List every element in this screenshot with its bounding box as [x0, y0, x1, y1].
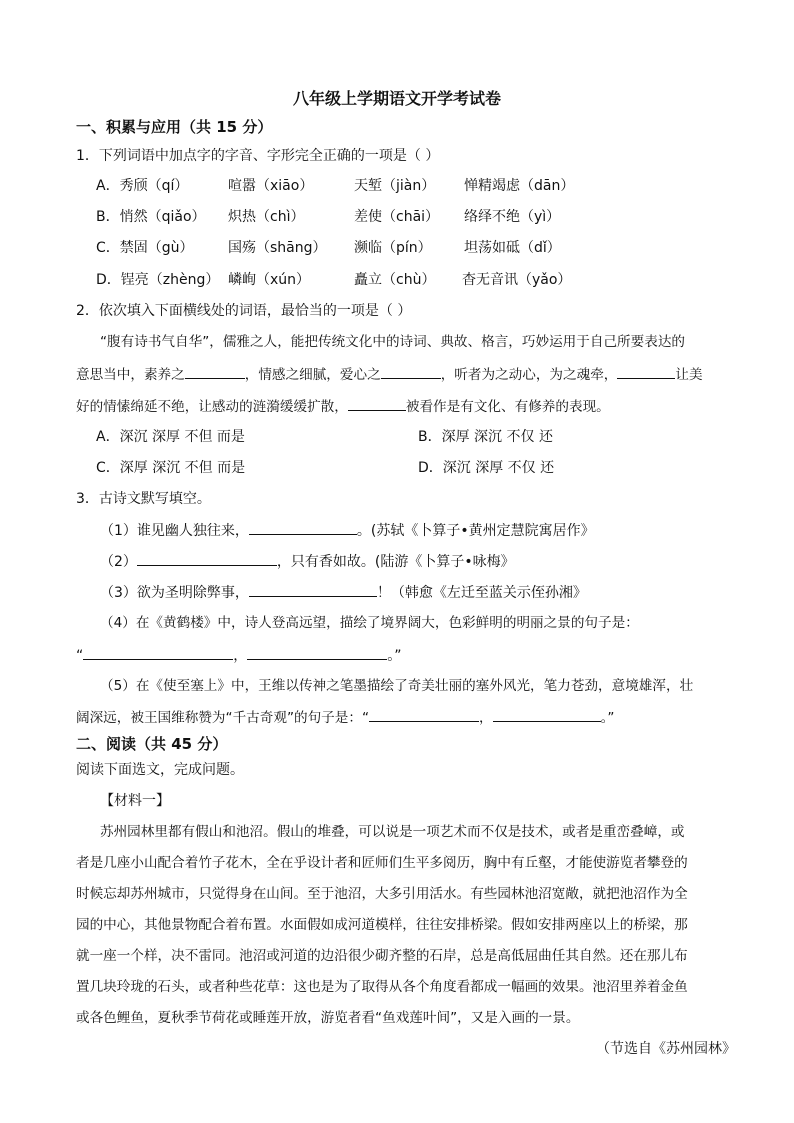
q1-option-b-word2: 炽热（chì） [228, 209, 305, 225]
q3-text: ， [233, 648, 248, 664]
q2-option-d: D．深沉 深厚 不仅 还 [418, 460, 555, 476]
q1-option-d-word1: D．锃亮（zhèng） [96, 272, 220, 288]
q1-option-b-word4: 络绎不绝（yì） [464, 209, 561, 225]
q1-option-a-word4: 惮精竭虑（dān） [464, 178, 575, 194]
q1-option-a-word3: 天堑（jiàn） [354, 178, 436, 194]
q3-item-5-answer [76, 707, 614, 728]
blank-line[interactable] [249, 582, 377, 597]
passage-line: 或各色鲤鱼，夏秋季节荷花或睡莲开放，游览者看“鱼戏莲叶间”，又是入画的一景。 [76, 1010, 580, 1026]
q3-text: 。(苏轼《卜算子•黄州定慧院寓居作》 [356, 523, 595, 539]
q2-passage-line-1: “腹有诗书气自华”，儒雅之人，能把传统文化中的诗词、典故、格言，巧妙运用于自己所要表达的 [100, 334, 686, 350]
q2-option-c: C．深厚 深沉 不但 而是 [96, 460, 246, 476]
q2-passage-text: ，听者为之动心，为之魂牵， [440, 367, 618, 383]
q3-text: ， [479, 710, 493, 726]
material-heading: 【材料一】 [100, 793, 170, 809]
q2-passage-text: 好的情愫绵延不绝，让感动的涟漪缓缓扩散， [76, 399, 348, 415]
passage-line: 置几块玲珑的石头，或者种些花草：这也是为了取得从各个角度看都成一幅画的效果。池沼里养着金鱼 [76, 979, 688, 995]
blank-line[interactable] [249, 520, 357, 535]
q1-option-d-word4: 杳无音讯（yǎo） [462, 272, 572, 288]
q3-text: 阔深远，被王国维称赞为“千古奇观”的句子是：“ [76, 710, 370, 726]
q1-option-b-word3: 差使（chāi） [354, 209, 440, 225]
q3-text: 。” [387, 648, 402, 664]
q1-option-a-word2: 喧嚣（xiāo） [228, 178, 314, 194]
q1-option-c-word4: 坦荡如砥（dǐ） [464, 240, 561, 256]
passage-line: 时候忘却苏州城市，只觉得身在山间。至于池沼，大多引用活水。有些园林池沼宽敞，就把池沼作为全 [76, 886, 688, 902]
q3-text: 。” [600, 710, 615, 726]
blank-line[interactable] [617, 364, 675, 379]
q3-text: （1）谁见幽人独往来， [100, 523, 249, 539]
q2-option-b: B．深厚 深沉 不仅 还 [418, 429, 553, 445]
q3-item-4: （4）在《黄鹤楼》中，诗人登高远望，描绘了境界阔大，色彩鲜明的明丽之景的句子是： [100, 615, 639, 631]
passage-source: （节选自《苏州园林》 [596, 1041, 736, 1057]
blank-line[interactable] [369, 707, 479, 722]
blank-line[interactable] [83, 645, 233, 660]
q1-option-d-word3: 矗立（chù） [354, 272, 436, 288]
q3-text: ，只有香如故。(陆游《卜算子•咏梅》 [276, 554, 515, 570]
q3-text: （2） [100, 554, 137, 570]
passage-line: 园的中心，其他景物配合着布置。水面假如成河道模样，往往安排桥梁。假如安排两座以上的桥梁，那 [76, 917, 688, 933]
q1-option-c-word3: 濒临（pín） [354, 240, 432, 256]
blank-line[interactable] [247, 645, 387, 660]
blank-line[interactable] [348, 396, 406, 411]
q1-option-c-word1: C．禁固（gù） [96, 240, 194, 256]
reading-instruction: 阅读下面选文，完成问题。 [76, 762, 244, 778]
blank-line[interactable] [381, 364, 441, 379]
q2-passage-text: 意思当中，素养之 [76, 367, 185, 383]
passage-line: 者是几座小山配合着竹子花木，全在乎设计者和匠师们生平多阅历，胸中有丘壑，才能使游览者攀登的 [76, 855, 688, 871]
blank-line[interactable] [137, 551, 277, 566]
q3-item-3 [100, 582, 587, 603]
q2-passage-text: ，情感之细腻，爱心之 [244, 367, 381, 383]
q3-item-4-answer [76, 645, 402, 666]
q1-option-a-word1: A．秀颀（qí） [96, 178, 189, 194]
passage-line: 就一座一个样，决不雷同。池沼或河道的边沿很少砌齐整的石岸，总是高低屈曲任其自然。还在那儿布 [76, 948, 688, 964]
q2-option-a: A．深沉 深厚 不但 而是 [96, 429, 245, 445]
q3-item-2 [100, 551, 515, 572]
q3-item-5: （5）在《使至塞上》中，王维以传神之笔墨描绘了奇美壮丽的塞外风光，笔力苍劲，意境雄浑，壮 [100, 678, 694, 694]
q2-passage-line-2 [76, 364, 703, 385]
q2-passage-line-3 [76, 396, 610, 417]
section-heading-reading: 二、阅读（共 45 分） [76, 735, 228, 753]
question-1-stem: 1．下列词语中加点字的字音、字形完全正确的一项是（ ） [76, 148, 440, 164]
q3-text: （3）欲为圣明除弊事， [100, 585, 249, 601]
q2-passage-text: 让美 [675, 367, 703, 383]
passage-line: 苏州园林里都有假山和池沼。假山的堆叠，可以说是一项艺术而不仅是技术，或者是重峦叠嶂，或 [100, 824, 685, 840]
q3-text: “ [76, 648, 84, 664]
blank-line[interactable] [185, 364, 245, 379]
q1-option-c-word2: 国殇（shāng） [228, 240, 327, 256]
exam-title: 八年级上学期语文开学考试卷 [292, 89, 501, 108]
q3-text: ！（韩愈《左迁至蓝关示侄孙湘》 [376, 585, 587, 601]
question-3-stem: 3．古诗文默写填空。 [76, 491, 211, 507]
section-heading-accumulation: 一、积累与应用（共 15 分） [76, 118, 273, 136]
q1-option-d-word2: 嶙峋（xún） [228, 272, 311, 288]
q2-passage-text: 被看作是有文化、有修养的表现。 [405, 399, 610, 415]
q3-item-1 [100, 520, 595, 541]
q1-option-b-word1: B．悄然（qiǎo） [96, 209, 206, 225]
question-2-stem: 2．依次填入下面横线处的词语，最恰当的一项是（ ） [76, 303, 412, 319]
blank-line[interactable] [493, 707, 601, 722]
